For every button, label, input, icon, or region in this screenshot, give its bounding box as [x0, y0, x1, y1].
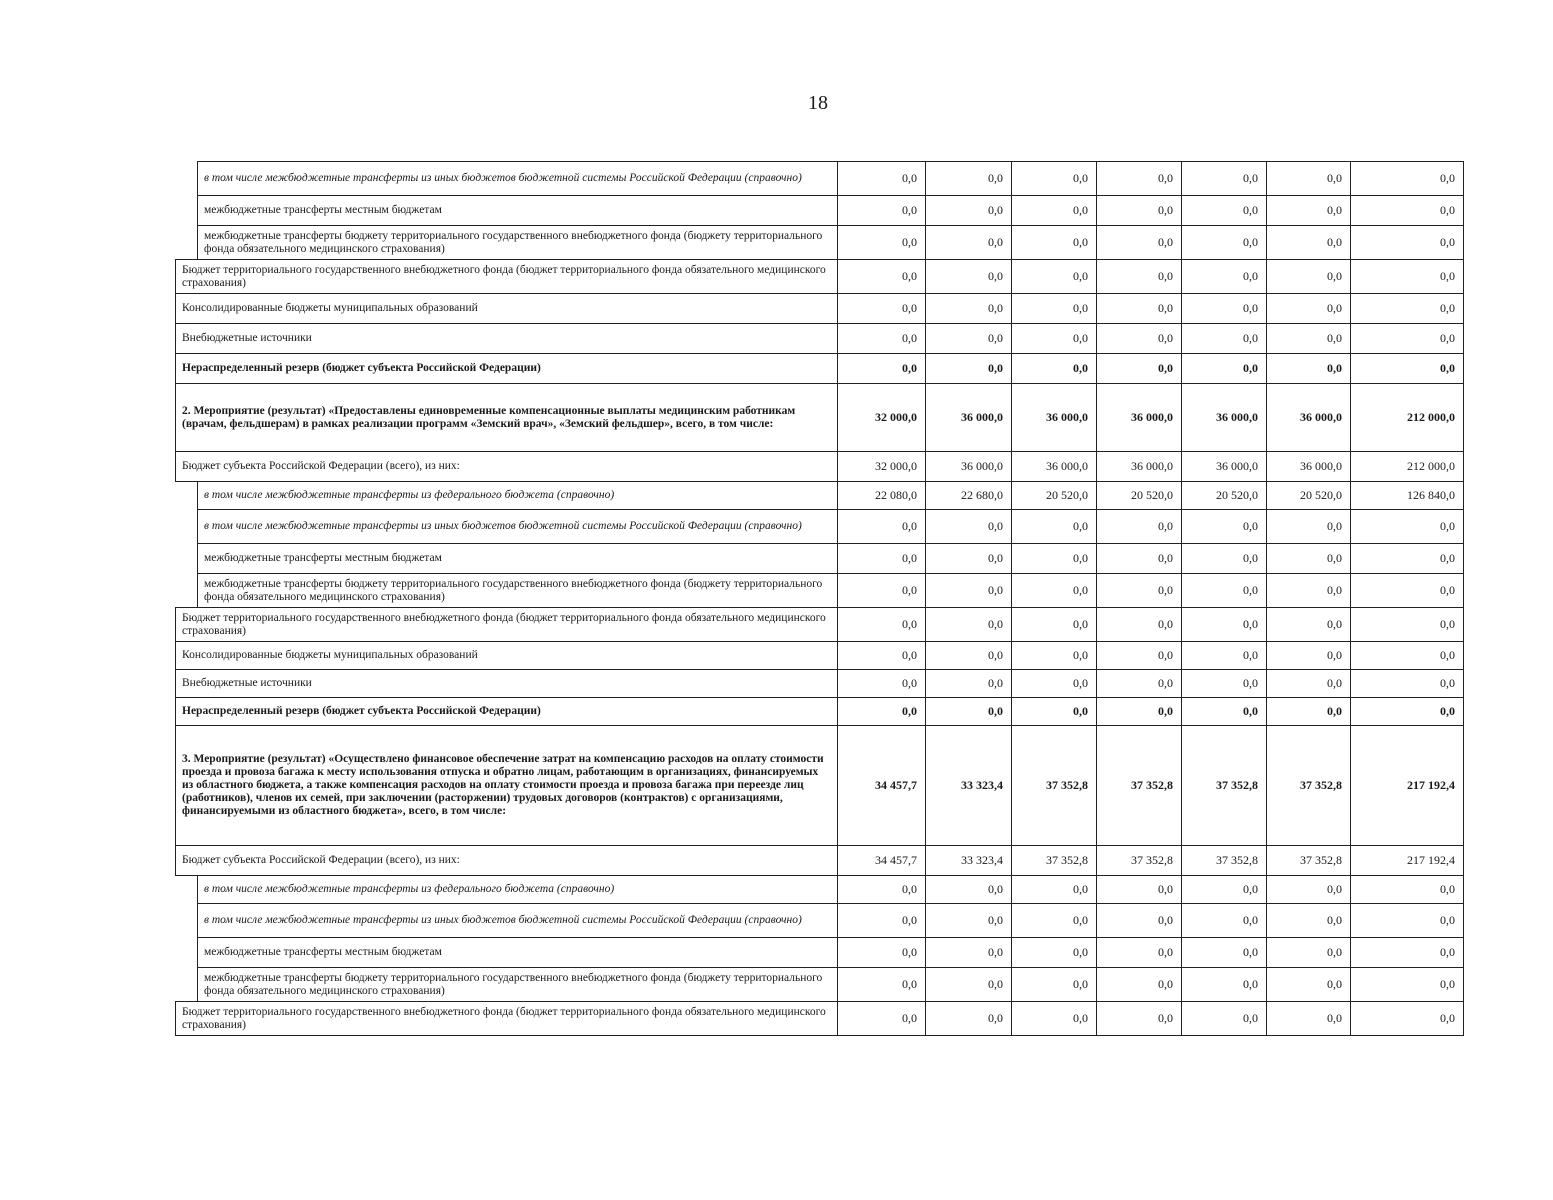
value-cell: 33 323,4 — [926, 726, 1012, 846]
row-label: межбюджетные трансферты бюджету территориального государственного внебюджетного фонда (бюджету территориального фонда обязательного медицинского страхования) — [198, 574, 838, 608]
table-row — [176, 968, 1464, 1002]
row-label: Внебюджетные источники — [176, 670, 838, 698]
value-cell: 0,0 — [1182, 544, 1267, 574]
value-cell: 0,0 — [1267, 876, 1351, 904]
value-cell: 0,0 — [926, 904, 1012, 938]
value-cell: 36 000,0 — [1097, 384, 1182, 452]
table-row — [176, 726, 1464, 846]
value-cell: 0,0 — [1012, 544, 1097, 574]
value-cell: 0,0 — [838, 162, 926, 196]
row-label: Нераспределенный резерв (бюджет субъекта Российской Федерации) — [176, 354, 838, 384]
value-cell: 0,0 — [1012, 968, 1097, 1002]
indent-cell — [176, 544, 198, 574]
row-label: в том числе межбюджетные трансферты из иных бюджетов бюджетной системы Российской Федерации (справочно) — [198, 162, 838, 196]
value-cell: 0,0 — [1351, 968, 1464, 1002]
value-cell: 0,0 — [926, 968, 1012, 1002]
value-cell: 0,0 — [1267, 324, 1351, 354]
value-cell: 0,0 — [926, 574, 1012, 608]
row-label: межбюджетные трансферты местным бюджетам — [198, 196, 838, 226]
value-cell: 0,0 — [1351, 354, 1464, 384]
row-label: Бюджет субъекта Российской Федерации (всего), из них: — [176, 846, 838, 876]
value-cell: 0,0 — [1351, 196, 1464, 226]
indent-cell — [176, 574, 198, 608]
value-cell: 0,0 — [838, 698, 926, 726]
value-cell: 0,0 — [1012, 260, 1097, 294]
indent-cell — [176, 938, 198, 968]
value-cell: 0,0 — [1351, 294, 1464, 324]
value-cell: 0,0 — [838, 260, 926, 294]
value-cell: 212 000,0 — [1351, 384, 1464, 452]
table-row — [176, 670, 1464, 698]
value-cell: 0,0 — [926, 196, 1012, 226]
value-cell: 0,0 — [1267, 294, 1351, 324]
indent-cell — [176, 162, 198, 196]
value-cell: 0,0 — [1097, 162, 1182, 196]
value-cell: 212 000,0 — [1351, 452, 1464, 482]
table-row — [176, 384, 1464, 452]
table-row — [176, 324, 1464, 354]
value-cell: 0,0 — [1351, 162, 1464, 196]
row-label: межбюджетные трансферты местным бюджетам — [198, 938, 838, 968]
row-label: в том числе межбюджетные трансферты из иных бюджетов бюджетной системы Российской Федерации (справочно) — [198, 904, 838, 938]
value-cell: 0,0 — [838, 938, 926, 968]
table-row — [176, 904, 1464, 938]
value-cell: 0,0 — [926, 354, 1012, 384]
value-cell: 32 000,0 — [838, 452, 926, 482]
indent-cell — [176, 904, 198, 938]
table-row — [176, 196, 1464, 226]
value-cell: 37 352,8 — [1182, 726, 1267, 846]
value-cell: 0,0 — [838, 226, 926, 260]
value-cell: 22 680,0 — [926, 482, 1012, 510]
value-cell: 0,0 — [926, 260, 1012, 294]
value-cell: 0,0 — [1012, 608, 1097, 642]
value-cell: 0,0 — [1097, 904, 1182, 938]
value-cell: 0,0 — [1351, 904, 1464, 938]
value-cell: 36 000,0 — [1012, 384, 1097, 452]
value-cell: 0,0 — [926, 162, 1012, 196]
value-cell: 0,0 — [838, 294, 926, 324]
value-cell: 0,0 — [926, 938, 1012, 968]
value-cell: 0,0 — [838, 196, 926, 226]
value-cell: 0,0 — [1182, 670, 1267, 698]
indent-cell — [176, 510, 198, 544]
value-cell: 20 520,0 — [1012, 482, 1097, 510]
value-cell: 20 520,0 — [1267, 482, 1351, 510]
value-cell: 0,0 — [838, 904, 926, 938]
row-label: Консолидированные бюджеты муниципальных образований — [176, 294, 838, 324]
row-label: 3. Мероприятие (результат) «Осуществлено финансовое обеспечение затрат на компенсацию расходов на оплату стоимости проезда и провоза багажа к месту использования отпуска и обратно лицам, работающим в организациях, финансируемых из областного бюджета, а также компенсация расходов на оплату стоимости проезда и провоза багажа при переезде лиц (работников), членов их семей, при заключении (расторжении) трудовых договоров (контрактов) с организациями, финансируемыми из областного бюджета», всего, в том числе: — [176, 726, 838, 846]
value-cell: 0,0 — [1267, 162, 1351, 196]
page-number: 18 — [808, 92, 828, 114]
value-cell: 0,0 — [1267, 608, 1351, 642]
value-cell: 0,0 — [1182, 968, 1267, 1002]
value-cell: 36 000,0 — [1267, 452, 1351, 482]
value-cell: 0,0 — [1182, 642, 1267, 670]
value-cell: 0,0 — [1182, 876, 1267, 904]
value-cell: 0,0 — [926, 510, 1012, 544]
value-cell: 0,0 — [838, 574, 926, 608]
table-row — [176, 510, 1464, 544]
value-cell: 0,0 — [1012, 876, 1097, 904]
value-cell: 37 352,8 — [1012, 846, 1097, 876]
value-cell: 0,0 — [1267, 544, 1351, 574]
value-cell: 33 323,4 — [926, 846, 1012, 876]
row-label: Бюджет территориального государственного внебюджетного фонда (бюджет территориального фонда обязательного медицинского страхования) — [176, 1002, 838, 1036]
value-cell: 0,0 — [1012, 642, 1097, 670]
value-cell: 0,0 — [1097, 670, 1182, 698]
budget-table — [175, 161, 1464, 1036]
indent-cell — [176, 482, 198, 510]
value-cell: 0,0 — [1097, 876, 1182, 904]
value-cell: 0,0 — [1097, 196, 1182, 226]
value-cell: 0,0 — [1012, 938, 1097, 968]
table-row — [176, 162, 1464, 196]
value-cell: 0,0 — [1012, 294, 1097, 324]
table-row — [176, 846, 1464, 876]
value-cell: 0,0 — [1182, 938, 1267, 968]
indent-cell — [176, 968, 198, 1002]
value-cell: 0,0 — [838, 642, 926, 670]
value-cell: 217 192,4 — [1351, 846, 1464, 876]
value-cell: 0,0 — [1012, 354, 1097, 384]
value-cell: 36 000,0 — [926, 452, 1012, 482]
value-cell: 0,0 — [838, 968, 926, 1002]
table-row — [176, 354, 1464, 384]
value-cell: 22 080,0 — [838, 482, 926, 510]
value-cell: 0,0 — [1351, 642, 1464, 670]
table-row — [176, 574, 1464, 608]
value-cell: 126 840,0 — [1351, 482, 1464, 510]
value-cell: 0,0 — [1351, 226, 1464, 260]
value-cell: 0,0 — [838, 876, 926, 904]
value-cell: 0,0 — [1267, 226, 1351, 260]
value-cell: 0,0 — [1097, 968, 1182, 1002]
value-cell: 0,0 — [1097, 294, 1182, 324]
value-cell: 0,0 — [1097, 698, 1182, 726]
indent-cell — [176, 196, 198, 226]
value-cell: 34 457,7 — [838, 726, 926, 846]
value-cell: 0,0 — [1097, 574, 1182, 608]
row-label: Бюджет субъекта Российской Федерации (всего), из них: — [176, 452, 838, 482]
row-label: Внебюджетные источники — [176, 324, 838, 354]
value-cell: 0,0 — [838, 670, 926, 698]
indent-cell — [176, 876, 198, 904]
value-cell: 217 192,4 — [1351, 726, 1464, 846]
value-cell: 0,0 — [838, 510, 926, 544]
value-cell: 0,0 — [1012, 162, 1097, 196]
value-cell: 20 520,0 — [1097, 482, 1182, 510]
value-cell: 0,0 — [1012, 226, 1097, 260]
row-label: в том числе межбюджетные трансферты из иных бюджетов бюджетной системы Российской Федерации (справочно) — [198, 510, 838, 544]
table-row — [176, 482, 1464, 510]
value-cell: 36 000,0 — [1097, 452, 1182, 482]
value-cell: 0,0 — [1182, 226, 1267, 260]
value-cell: 0,0 — [1182, 510, 1267, 544]
value-cell: 0,0 — [1012, 196, 1097, 226]
value-cell: 0,0 — [838, 354, 926, 384]
value-cell: 0,0 — [1182, 260, 1267, 294]
value-cell: 0,0 — [1351, 544, 1464, 574]
indent-cell — [176, 226, 198, 260]
value-cell: 37 352,8 — [1012, 726, 1097, 846]
value-cell: 0,0 — [1097, 544, 1182, 574]
value-cell: 0,0 — [926, 226, 1012, 260]
row-label: межбюджетные трансферты бюджету территориального государственного внебюджетного фонда (бюджету территориального фонда обязательного медицинского страхования) — [198, 968, 838, 1002]
value-cell: 37 352,8 — [1267, 726, 1351, 846]
value-cell: 0,0 — [1267, 354, 1351, 384]
value-cell: 37 352,8 — [1182, 846, 1267, 876]
value-cell: 20 520,0 — [1182, 482, 1267, 510]
value-cell: 0,0 — [1267, 1002, 1351, 1036]
value-cell: 0,0 — [1012, 574, 1097, 608]
row-label: 2. Мероприятие (результат) «Предоставлены единовременные компенсационные выплаты медицинским работникам (врачам, фельдшерам) в рамках реализации программ «Земский врач», «Земский фельдшер», всего, в том числе: — [176, 384, 838, 452]
value-cell: 0,0 — [1267, 938, 1351, 968]
value-cell: 0,0 — [1267, 904, 1351, 938]
value-cell: 37 352,8 — [1097, 726, 1182, 846]
value-cell: 0,0 — [1097, 1002, 1182, 1036]
row-label: Бюджет территориального государственного внебюджетного фонда (бюджет территориального фонда обязательного медицинского страхования) — [176, 260, 838, 294]
table-body — [176, 162, 1464, 1036]
value-cell: 0,0 — [1012, 670, 1097, 698]
value-cell: 0,0 — [838, 608, 926, 642]
value-cell: 0,0 — [1267, 510, 1351, 544]
value-cell: 0,0 — [926, 324, 1012, 354]
value-cell: 0,0 — [1351, 510, 1464, 544]
value-cell: 0,0 — [1097, 938, 1182, 968]
value-cell: 0,0 — [926, 670, 1012, 698]
value-cell: 0,0 — [1012, 1002, 1097, 1036]
value-cell: 0,0 — [1012, 510, 1097, 544]
table-row — [176, 1002, 1464, 1036]
value-cell: 0,0 — [1182, 294, 1267, 324]
table-row — [176, 544, 1464, 574]
row-label: Нераспределенный резерв (бюджет субъекта Российской Федерации) — [176, 698, 838, 726]
row-label: Консолидированные бюджеты муниципальных образований — [176, 642, 838, 670]
value-cell: 0,0 — [1097, 226, 1182, 260]
value-cell: 37 352,8 — [1097, 846, 1182, 876]
value-cell: 0,0 — [1351, 938, 1464, 968]
row-label: в том числе межбюджетные трансферты из федерального бюджета (справочно) — [198, 482, 838, 510]
value-cell: 0,0 — [926, 1002, 1012, 1036]
value-cell: 0,0 — [1267, 670, 1351, 698]
value-cell: 0,0 — [926, 608, 1012, 642]
value-cell: 0,0 — [1351, 324, 1464, 354]
row-label: в том числе межбюджетные трансферты из федерального бюджета (справочно) — [198, 876, 838, 904]
row-label: Бюджет территориального государственного внебюджетного фонда (бюджет территориального фонда обязательного медицинского страхования) — [176, 608, 838, 642]
value-cell: 0,0 — [926, 698, 1012, 726]
value-cell: 0,0 — [1351, 574, 1464, 608]
value-cell: 36 000,0 — [1182, 384, 1267, 452]
value-cell: 0,0 — [1267, 698, 1351, 726]
value-cell: 0,0 — [1097, 354, 1182, 384]
value-cell: 36 000,0 — [1182, 452, 1267, 482]
value-cell: 0,0 — [926, 642, 1012, 670]
value-cell: 0,0 — [1182, 162, 1267, 196]
value-cell: 0,0 — [838, 324, 926, 354]
value-cell: 0,0 — [1351, 698, 1464, 726]
value-cell: 0,0 — [1097, 324, 1182, 354]
value-cell: 0,0 — [1267, 642, 1351, 670]
value-cell: 0,0 — [1182, 698, 1267, 726]
row-label: межбюджетные трансферты бюджету территориального государственного внебюджетного фонда (бюджету территориального фонда обязательного медицинского страхования) — [198, 226, 838, 260]
table-row — [176, 698, 1464, 726]
value-cell: 0,0 — [1182, 354, 1267, 384]
table-row — [176, 608, 1464, 642]
value-cell: 0,0 — [1097, 642, 1182, 670]
value-cell: 36 000,0 — [926, 384, 1012, 452]
value-cell: 0,0 — [1012, 698, 1097, 726]
table-row — [176, 642, 1464, 670]
row-label: межбюджетные трансферты местным бюджетам — [198, 544, 838, 574]
value-cell: 0,0 — [1182, 574, 1267, 608]
value-cell: 36 000,0 — [1267, 384, 1351, 452]
value-cell: 0,0 — [1267, 574, 1351, 608]
value-cell: 0,0 — [1351, 876, 1464, 904]
value-cell: 0,0 — [926, 544, 1012, 574]
value-cell: 36 000,0 — [1012, 452, 1097, 482]
table-row — [176, 452, 1464, 482]
value-cell: 32 000,0 — [838, 384, 926, 452]
table-row — [176, 294, 1464, 324]
value-cell: 0,0 — [1012, 904, 1097, 938]
value-cell: 0,0 — [1267, 968, 1351, 1002]
value-cell: 0,0 — [1351, 670, 1464, 698]
value-cell: 0,0 — [1182, 324, 1267, 354]
value-cell: 37 352,8 — [1267, 846, 1351, 876]
value-cell: 0,0 — [1351, 1002, 1464, 1036]
table-row — [176, 938, 1464, 968]
table-row — [176, 260, 1464, 294]
table-row — [176, 876, 1464, 904]
value-cell: 0,0 — [1097, 260, 1182, 294]
value-cell: 0,0 — [1012, 324, 1097, 354]
value-cell: 0,0 — [838, 1002, 926, 1036]
value-cell: 0,0 — [1097, 608, 1182, 642]
value-cell: 0,0 — [1182, 904, 1267, 938]
value-cell: 0,0 — [1097, 510, 1182, 544]
value-cell: 0,0 — [1267, 196, 1351, 226]
value-cell: 0,0 — [1182, 196, 1267, 226]
value-cell: 0,0 — [1351, 260, 1464, 294]
value-cell: 0,0 — [1267, 260, 1351, 294]
value-cell: 0,0 — [1351, 608, 1464, 642]
value-cell: 0,0 — [1182, 608, 1267, 642]
value-cell: 34 457,7 — [838, 846, 926, 876]
value-cell: 0,0 — [838, 544, 926, 574]
table-row — [176, 226, 1464, 260]
value-cell: 0,0 — [1182, 1002, 1267, 1036]
value-cell: 0,0 — [926, 876, 1012, 904]
value-cell: 0,0 — [926, 294, 1012, 324]
